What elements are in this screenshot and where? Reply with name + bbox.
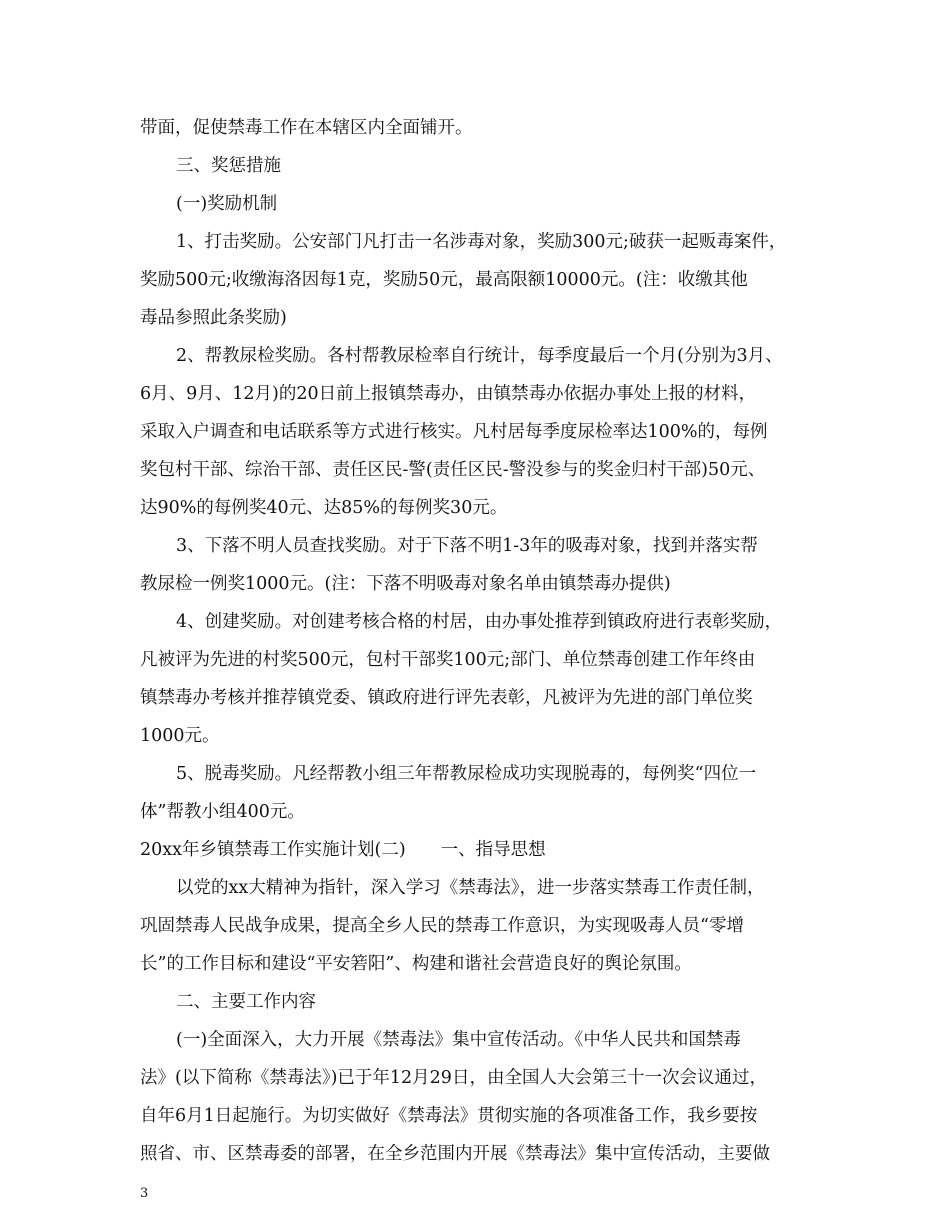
text-line: 达90%的每例奖40元、达85%的每例奖30元。 (140, 498, 508, 518)
text-line: 体”帮教小组400元。 (140, 802, 305, 822)
text-line: 奖励500元;收缴海洛因每1克，奖励50元，最高限额10000元。(注：收缴其他 (140, 270, 748, 290)
text-line: 以党的xx大精神为指针，深入学习《禁毒法》，进一步落实禁毒工作责任制， (176, 878, 765, 898)
text-line: 带面，促使禁毒工作在本辖区内全面铺开。 (140, 118, 473, 138)
text-line: 长”的工作目标和建设“平安箬阳”、构建和谐社会营造良好的舆论氛围。 (140, 954, 692, 974)
text-line: 1000元。 (140, 726, 220, 746)
section-heading: 三、奖惩措施 (176, 156, 281, 176)
text-line: 奖包村干部、综治干部、责任区民-警(责任区民-警没参与的奖金归村干部)50元、 (140, 460, 766, 480)
text-line: 自年6月1日起施行。为切实做好《禁毒法》贯彻实施的各项准备工作，我乡要按 (140, 1106, 758, 1126)
text-line: 4、创建奖励。对创建考核合格的村居，由办事处推荐到镇政府进行表彰奖励， (176, 612, 783, 632)
text-line: 镇禁毒办考核并推荐镇党委、镇政府进行评先表彰，凡被评为先进的部门单位奖 (140, 688, 753, 708)
text-line: 5、脱毒奖励。凡经帮教小组三年帮教尿检成功实现脱毒的，每例奖“四位一 (176, 764, 757, 784)
text-line: 1、打击奖励。公安部门凡打击一名涉毒对象，奖励300元;破获一起贩毒案件， (176, 232, 787, 252)
text-line: 毒品参照此条奖励) (140, 308, 287, 328)
text-line: 3、下落不明人员查找奖励。对于下落不明1-3年的吸毒对象，找到并落实帮 (176, 536, 758, 556)
text-line: (一)全面深入，大力开展《禁毒法》集中宣传活动。《中华人民共和国禁毒 (176, 1030, 741, 1050)
text-line: 照省、市、区禁毒委的部署，在全乡范围内开展《禁毒法》集中宣传活动，主要做 (140, 1144, 770, 1164)
text-line: 巩固禁毒人民战争成果，提高全乡人民的禁毒工作意识，为实现吸毒人员“零增 (140, 916, 744, 936)
text-line: 2、帮教尿检奖励。各村帮教尿检率自行统计，每季度最后一个月(分别为3月、 (176, 346, 783, 366)
subsection-heading: (一)奖励机制 (176, 194, 278, 214)
text-line: 采取入户调查和电话联系等方式进行核实。凡村居每季度尿检率达100%的，每例 (140, 422, 768, 442)
text-line: 法》(以下简称《禁毒法》)已于年12月29日，由全国人大会第三十一次会议通过， (140, 1068, 767, 1088)
text-line: 6月、9月、12月)的20日前上报镇禁毒办，由镇禁毒办依据办事处上报的材料， (140, 384, 757, 404)
section-heading: 二、主要工作内容 (176, 992, 316, 1012)
text-line: 教尿检一例奖1000元。(注：下落不明吸毒对象名单由镇禁毒办提供) (140, 574, 671, 594)
text-line: 凡被评为先进的村奖500元，包村干部奖100元;部门、单位禁毒创建工作年终由 (140, 650, 756, 670)
page-number: 3 (140, 1186, 149, 1201)
document-title: 20xx年乡镇禁毒工作实施计划(二) 一、指导思想 (140, 840, 546, 860)
